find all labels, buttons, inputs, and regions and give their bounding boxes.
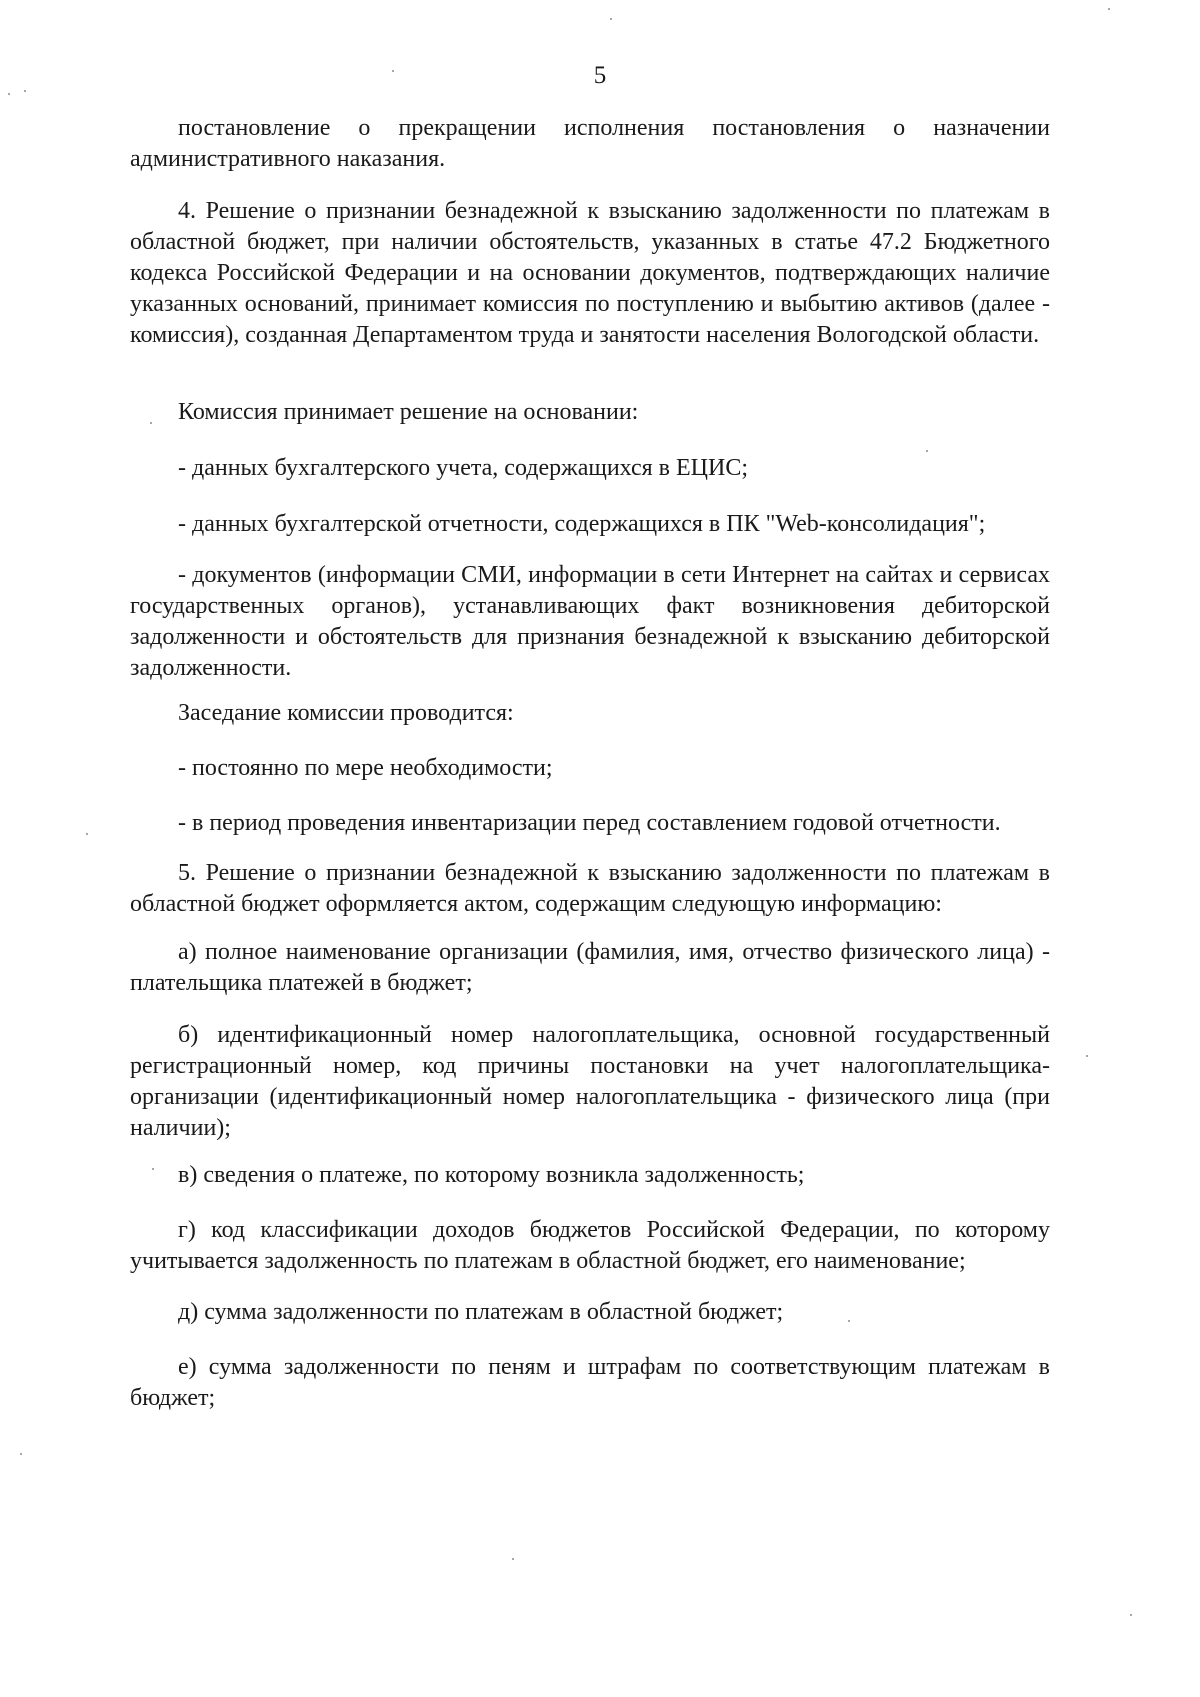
scan-speck	[8, 93, 10, 95]
paragraph-commission-basis: Комиссия принимает решение на основании:	[178, 399, 639, 425]
list-item-g: г) код классификации доходов бюджетов Российской Федерации, по которому учитывается задолженность по платежам в областной бюджет, его наименование;	[130, 1217, 1050, 1274]
scan-speck	[926, 450, 928, 452]
list-item-a: а) полное наименование организации (фамилия, имя, отчество физического лица) - плательщика платежей в бюджет;	[130, 939, 1050, 996]
list-item-inventory-period: - в период проведения инвентаризации перед составлением годовой отчетности.	[178, 810, 1001, 836]
paragraph-meeting-held: Заседание комиссии проводится:	[178, 700, 514, 726]
scan-speck	[1086, 1055, 1088, 1057]
scan-speck	[610, 18, 612, 20]
paragraph-continuation: постановление о прекращении исполнения постановления о назначении административного наказания.	[130, 115, 1050, 172]
list-item-d: д) сумма задолженности по платежам в областной бюджет;	[178, 1299, 784, 1325]
paragraph-item-5: 5. Решение о признании безнадежной к взысканию задолженности по платежам в областной бюджет оформляется актом, содержащим следующую информацию:	[130, 860, 1050, 917]
page-number: 5	[593, 62, 607, 89]
list-item-accounting-data: - данных бухгалтерского учета, содержащихся в ЕЦИС;	[178, 455, 748, 481]
scan-speck	[512, 1558, 514, 1560]
scan-speck	[152, 1168, 154, 1170]
list-item-v: в) сведения о платеже, по которому возникла задолженность;	[178, 1162, 805, 1188]
scan-speck	[1130, 1614, 1132, 1616]
paragraph-item-4: 4. Решение о признании безнадежной к взысканию задолженности по платежам в областной бюджет, при наличии обстоятельств, указанных в статье 47.2 Бюджетного кодекса Российской Федерации и на основании документов, подтверждающих наличие указанных оснований, принимает комиссия по поступлению и выбытию активов (далее - комиссия), созданная Департаментом труда и занятости населения Вологодской области.	[130, 198, 1050, 348]
list-item-documents: - документов (информации СМИ, информации в сети Интернет на сайтах и сервисах государственных органов), устанавливающих факт возникновения дебиторской задолженности и обстоятельств для признания безнадежной к взысканию дебиторской задолженности.	[130, 562, 1050, 681]
scan-speck	[848, 1320, 850, 1322]
list-item-reporting-data: - данных бухгалтерской отчетности, содержащихся в ПК "Web-консолидация";	[178, 511, 986, 537]
scan-speck	[86, 833, 88, 835]
scan-speck	[150, 422, 152, 424]
list-item-e: е) сумма задолженности по пеням и штрафам по соответствующим платежам в бюджет;	[130, 1354, 1050, 1411]
list-item-as-needed: - постоянно по мере необходимости;	[178, 755, 553, 781]
scan-speck	[20, 1453, 22, 1455]
list-item-b: б) идентификационный номер налогоплательщика, основной государственный регистрационный номер, код причины постановки на учет налогоплательщика-организации (идентификационный номер налогоплательщика - физического лица (при наличии);	[130, 1022, 1050, 1141]
scan-speck	[24, 90, 26, 92]
scan-speck	[1108, 8, 1110, 10]
scan-speck	[392, 70, 394, 72]
